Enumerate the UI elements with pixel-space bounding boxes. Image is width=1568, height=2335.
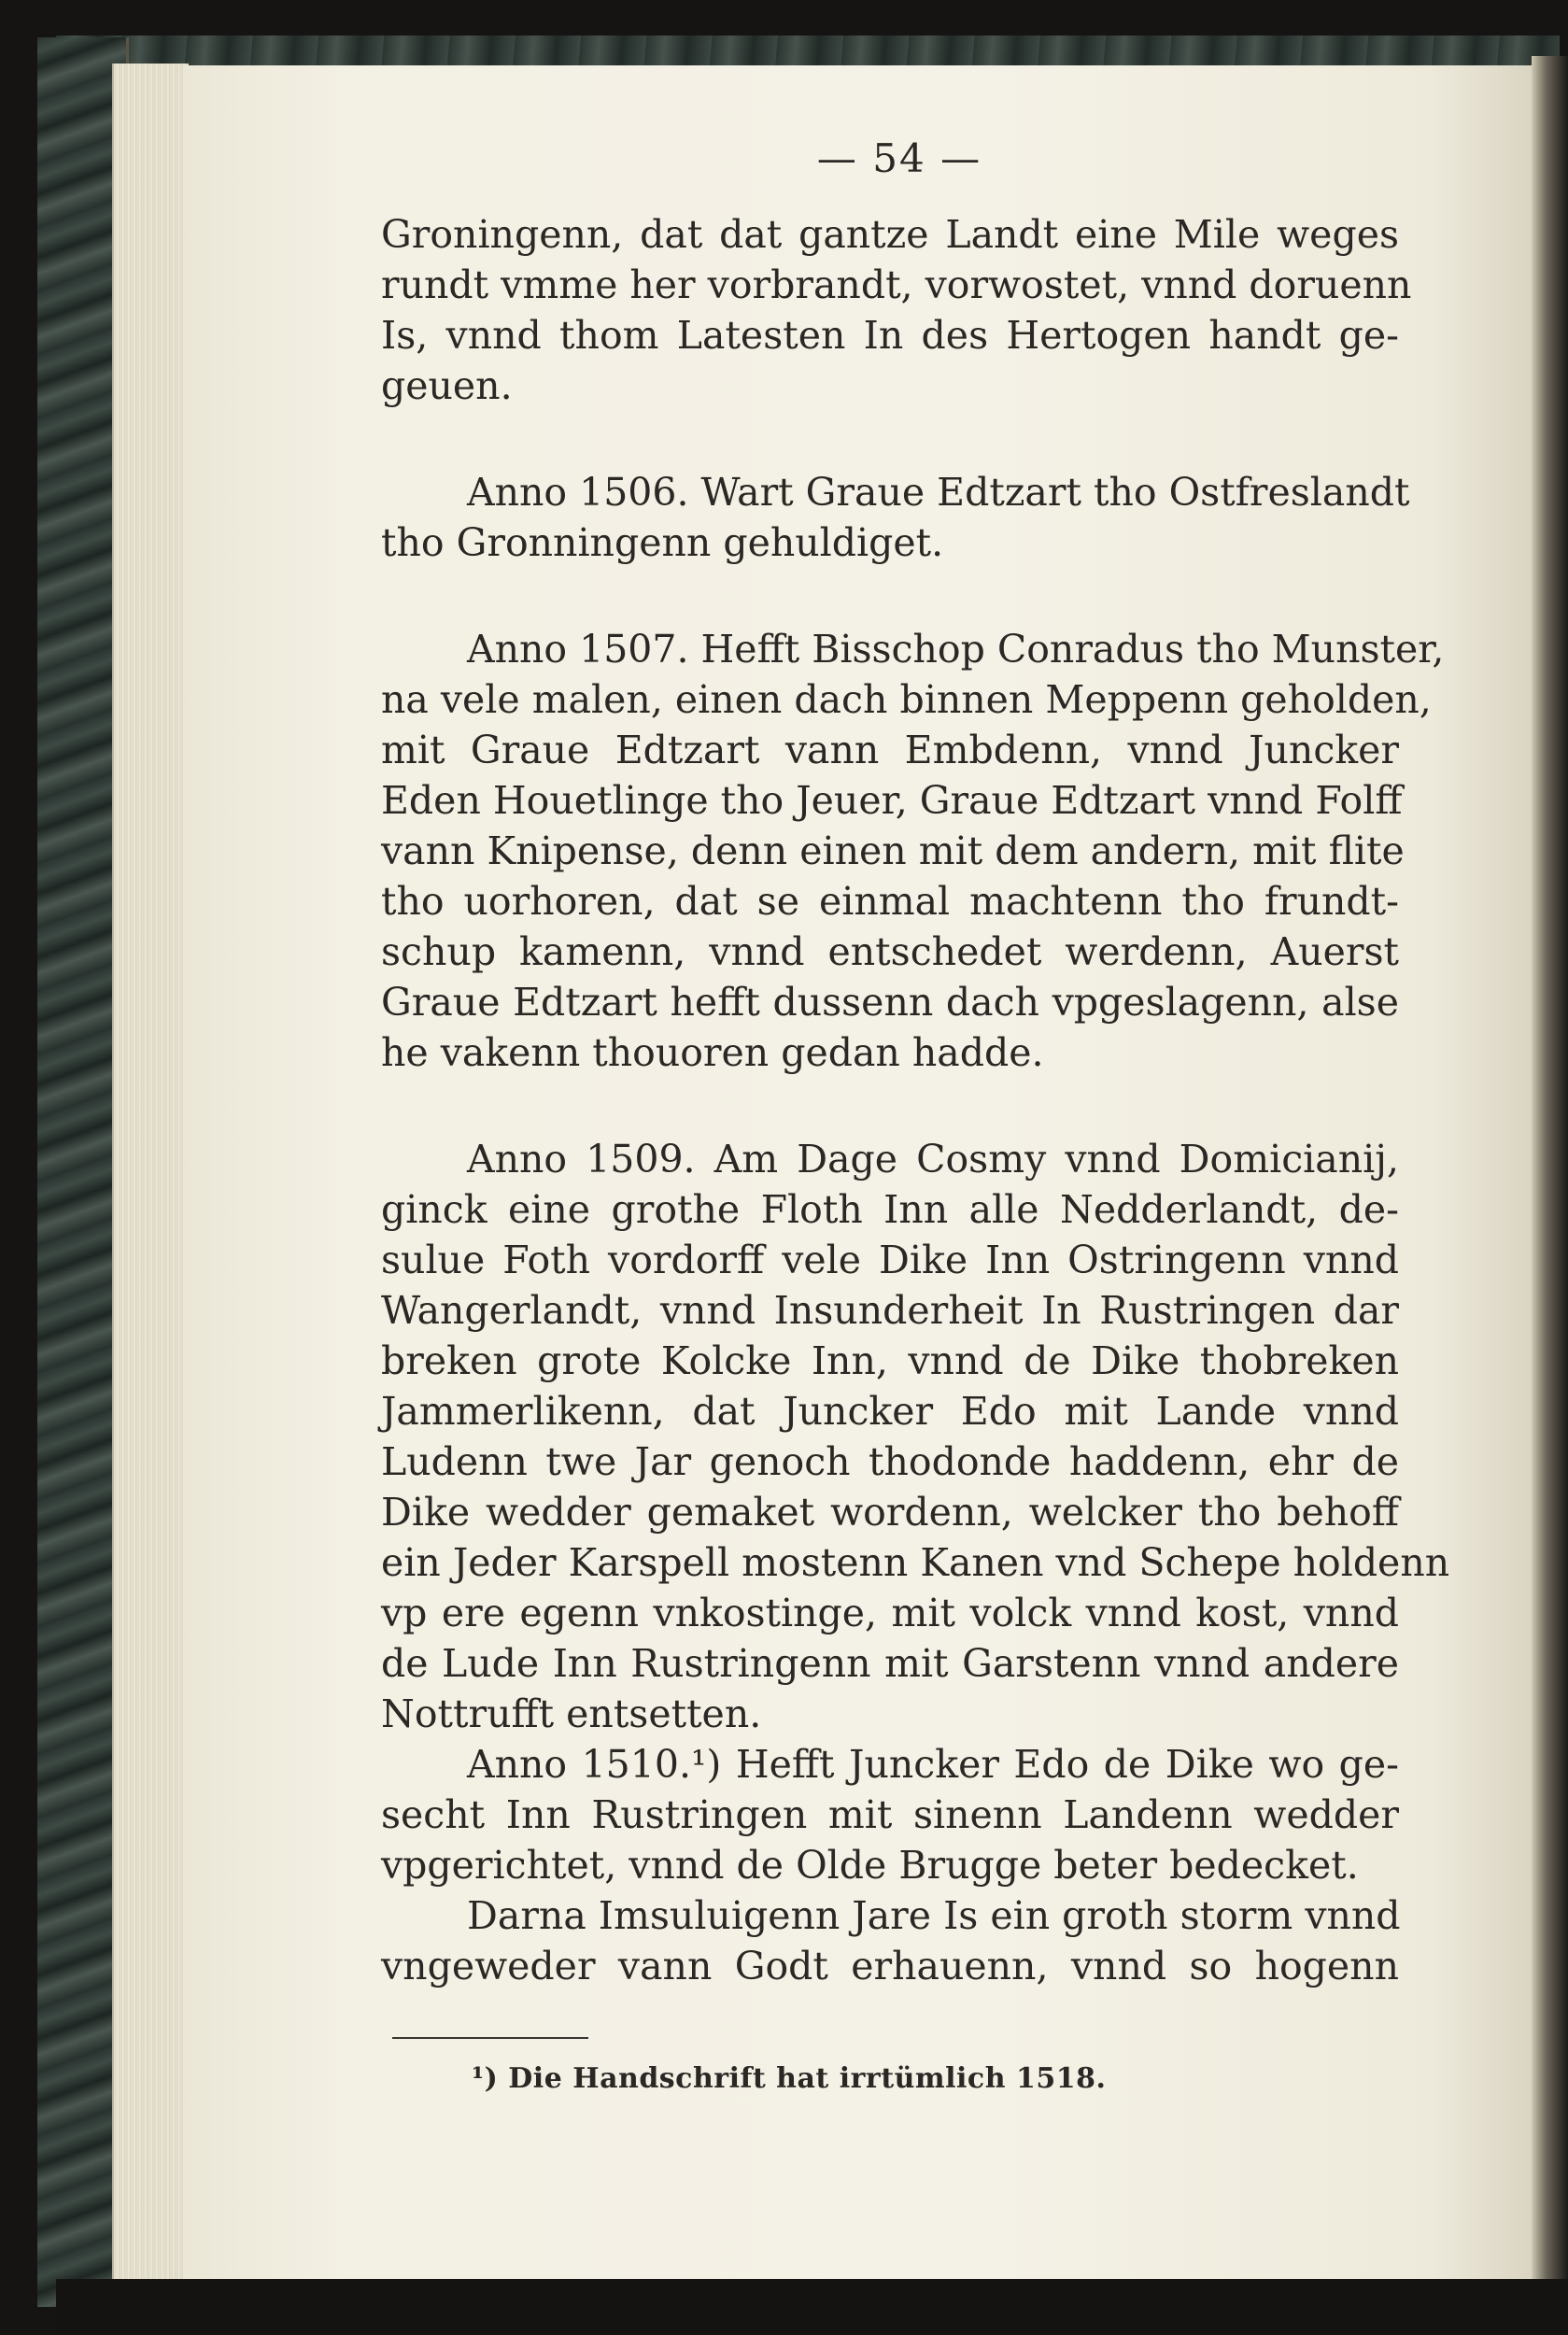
text-line: tho uorhoren, dat se einmal machtenn tho frundt-	[381, 879, 1399, 924]
text-line: Wangerlandt, vnnd Insunderheit In Rustringen dar	[381, 1288, 1399, 1333]
text-line: vpgerichtet, vnnd de Olde Brugge beter bedecket.	[381, 1843, 1359, 1888]
footnote: ¹) Die Handschrift hat irrtümlich 1518.	[472, 2062, 1107, 2095]
text-line: vp ere egenn vnkostinge, mit volck vnnd kost, vnnd	[381, 1591, 1399, 1635]
text-line: vngeweder vann Godt erhauenn, vnnd so hogenn	[381, 1944, 1399, 1988]
paragraph	[381, 467, 1410, 568]
text-line: geuen.	[381, 363, 513, 408]
text-line: Graue Edtzart hefft dussenn dach vpgeslagenn, alse	[381, 980, 1399, 1025]
footnote-rule	[392, 2037, 588, 2039]
text-line: Groningenn, dat dat gantze Landt eine Mile weges	[381, 212, 1399, 257]
text-line: Darna Imsuluigenn Jare Is ein groth storm vnnd	[467, 1893, 1401, 1938]
text-line: Ludenn twe Jar genoch thodonde haddenn, ehr de	[381, 1439, 1399, 1484]
text-line: secht Inn Rustringen mit sinenn Landenn wedder	[381, 1792, 1399, 1837]
page-gutter	[1532, 56, 1568, 2298]
text-line: ginck eine grothe Floth Inn alle Nedderlandt, de-	[381, 1187, 1399, 1232]
text-line: na vele malen, einen dach binnen Meppenn geholden,	[381, 677, 1432, 722]
text-line: breken grote Kolcke Inn, vnnd de Dike thobreken	[381, 1338, 1399, 1383]
text-line: Anno 1507. Hefft Bisschop Conradus tho Munster,	[467, 627, 1445, 672]
text-line: Anno 1506. Wart Graue Edtzart tho Ostfreslandt	[467, 470, 1410, 515]
text-line: tho Gronningenn gehuldiget.	[381, 520, 944, 565]
text-line: sulue Foth vordorff vele Dike Inn Ostringenn vnnd	[381, 1238, 1399, 1282]
paragraph	[381, 1134, 1450, 1739]
text-line: Dike wedder gemaket wordenn, welcker tho behoff	[381, 1490, 1399, 1535]
text-line: Nottrufft entsetten.	[381, 1691, 762, 1736]
text-line: Eden Houetlinge tho Jeuer, Graue Edtzart vnnd Folff	[381, 778, 1403, 823]
page-text	[381, 121, 1450, 1991]
page-edges	[112, 64, 189, 2300]
paragraph	[381, 1890, 1399, 1991]
text-line: Is, vnnd thom Latesten In des Hertogen handt ge-	[381, 313, 1399, 358]
bottom-shadow	[56, 2279, 1568, 2335]
text-line: vann Knipense, denn einen mit dem andern, mit flite	[381, 828, 1405, 873]
text-line: ein Jeder Karspell mostenn Kanen vnd Schepe holdenn	[381, 1540, 1450, 1585]
text-line: schup kamenn, vnnd entschedet werdenn, Auerst	[381, 929, 1399, 974]
text-line: Jammerlikenn, dat Juncker Edo mit Lande vnnd	[381, 1389, 1399, 1434]
text-line: Anno 1509. Am Dage Cosmy vnnd Domicianij,	[467, 1137, 1399, 1182]
paragraph	[381, 1739, 1399, 1890]
paragraph	[381, 624, 1445, 1078]
text-line: de Lude Inn Rustringenn mit Garstenn vnnd andere	[381, 1641, 1399, 1686]
paragraph	[381, 209, 1412, 411]
page-number: — 54 —	[816, 135, 982, 181]
text-line: Anno 1510.¹) Hefft Juncker Edo de Dike wo ge-	[467, 1742, 1399, 1787]
text-line: mit Graue Edtzart vann Embdenn, vnnd Juncker	[381, 728, 1399, 772]
text-line: rundt vmme her vorbrandt, vorwostet, vnnd doruenn	[381, 262, 1412, 307]
text-line: he vakenn thouoren gedan hadde.	[381, 1030, 1044, 1075]
